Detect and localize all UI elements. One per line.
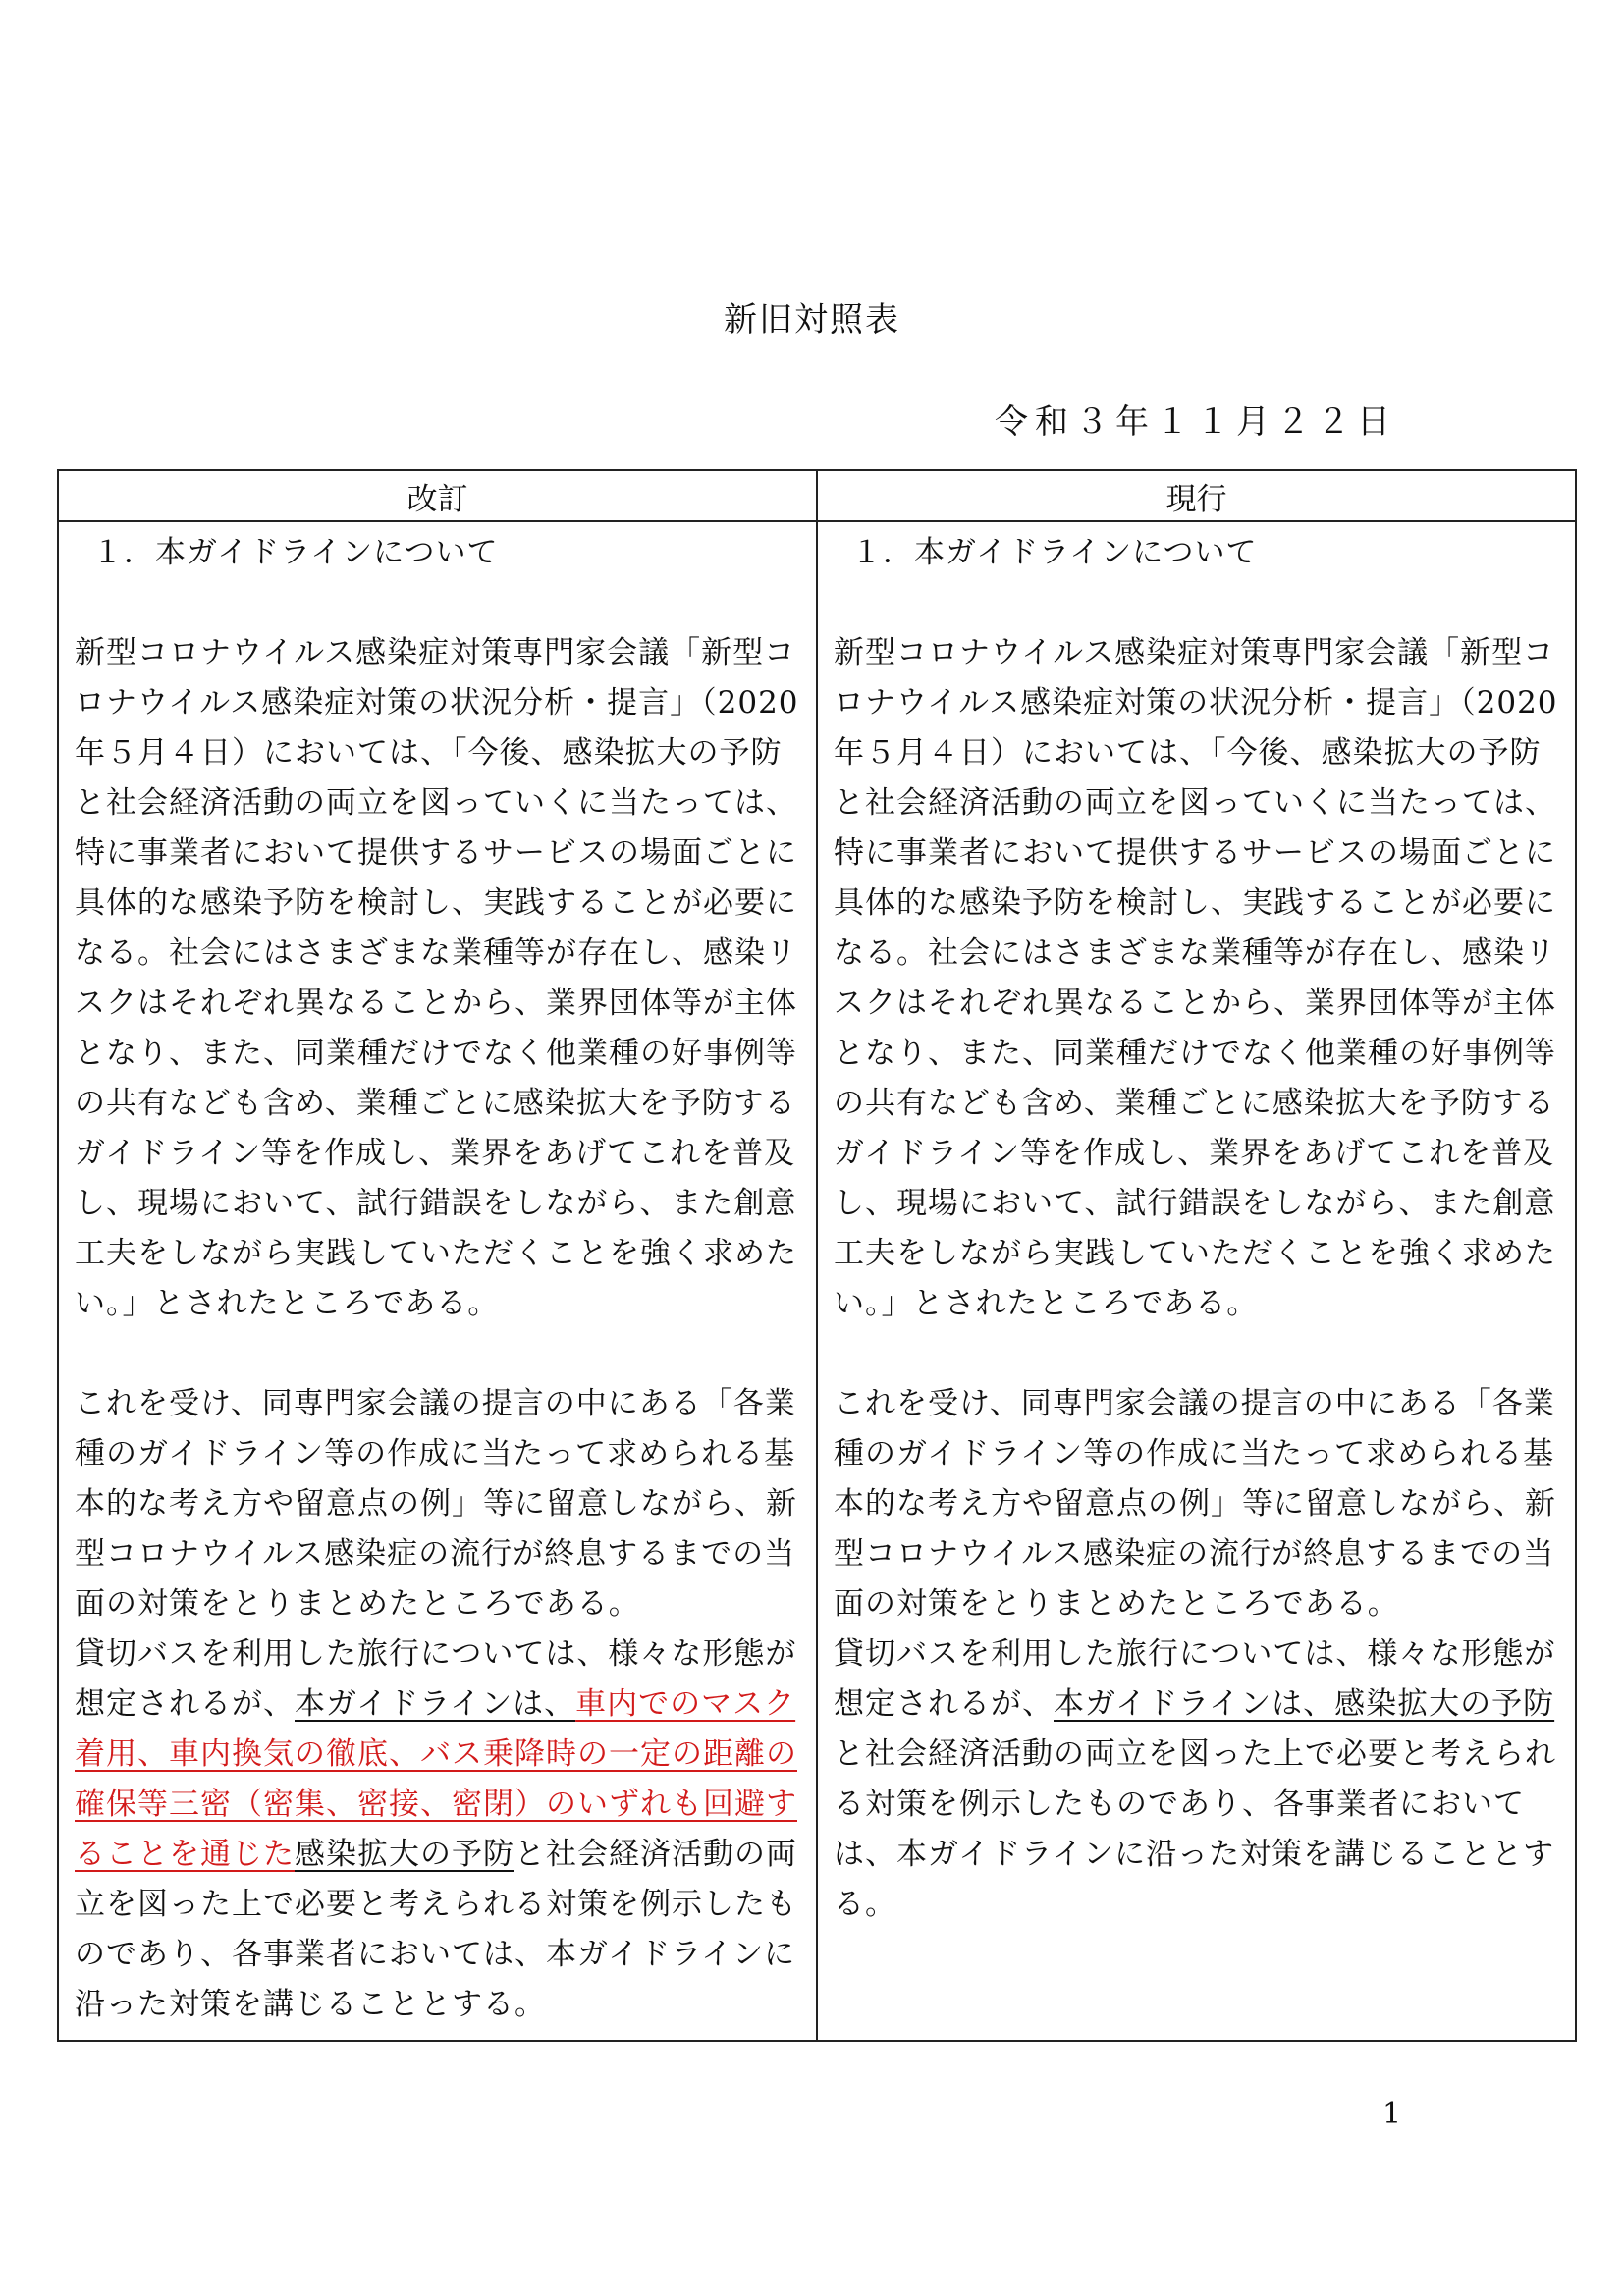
current-paragraph-3 xyxy=(834,1629,1565,1930)
document-date: 令和３年１１月２２日 xyxy=(995,402,1397,442)
revised-underlined-prevention: 感染拡大の予防 xyxy=(295,1837,514,1872)
current-cell xyxy=(817,521,1576,2041)
current-underlined-text: 本ガイドラインは、感染拡大の予防 xyxy=(1054,1686,1555,1722)
revised-para3-tail: と社会経済活動の両立を図った上で必要と考えられる対策を例示したものであり、各事業者においては、本ガイドラインに沿った対策を講じることとする。 xyxy=(75,1837,797,2022)
revised-underlined-guideline: 本ガイドラインは、 xyxy=(295,1686,576,1722)
table-row xyxy=(58,521,1576,2041)
current-para3-tail: と社会経済活動の両立を図った上で必要と考えられる対策を例示したものであり、各事業者においては、本ガイドラインに沿った対策を講じることとする。 xyxy=(834,1736,1556,1922)
current-para3-lead: 貸切バスを利用した旅行については、様々な形態が想定されるが、 xyxy=(834,1636,1556,1722)
column-header-revised: 改訂 xyxy=(58,470,817,521)
current-section-heading: １．本ガイドラインについて xyxy=(851,535,1258,570)
page-number: 1 xyxy=(1382,2097,1402,2131)
revised-cell xyxy=(58,521,817,2041)
revised-section-heading: １．本ガイドラインについて xyxy=(92,535,499,570)
revised-red-amendment: 車内でのマスク着用、車内換気の徹底、バス乗降時の一定の距離の確保等三密（密集、密接、密閉）のいずれも回避することを通じた xyxy=(75,1686,797,1872)
current-paragraph-1: 新型コロナウイルス感染症対策専門家会議「新型コロナウイルス感染症対策の状況分析・提言」（2020 年５月４日）においては、「今後、感染拡大の予防と社会経済活動の両立を図っていくに当たっては、特に事業者において提供するサービスの場面ごとに具体的な感染予防を検討し、実践することが必要になる。社会にはさまざまな業種等が存在し、感染リスクはそれぞれ異なることから、業界団体等が主体となり、また、同業種だけでなく他業種の好事例等の共有なども含め、業種ごとに感染拡大を予防するガイドライン等を作成し、業界をあげてこれを普及し、現場において、試行錯誤をしながら、また創意工夫をしながら実践していただくことを強く求めたい。」とされたところである。 xyxy=(834,635,1558,1321)
page-title: 新旧対照表 xyxy=(724,300,900,340)
column-header-current: 現行 xyxy=(817,470,1576,521)
revised-paragraph-2: これを受け、同専門家会議の提言の中にある「各業種のガイドライン等の作成に当たって求められる基本的な考え方や留意点の例」等に留意しながら、新型コロナウイルス感染症の流行が終息するまでの当面の対策をとりまとめたところである。 xyxy=(75,1386,797,1622)
comparison-table xyxy=(57,469,1577,2042)
revised-para3-lead: 貸切バスを利用した旅行については、様々な形態が想定されるが、 xyxy=(75,1636,797,1722)
current-paragraph-2: これを受け、同専門家会議の提言の中にある「各業種のガイドライン等の作成に当たって求められる基本的な考え方や留意点の例」等に留意しながら、新型コロナウイルス感染症の流行が終息するまでの当面の対策をとりまとめたところである。 xyxy=(834,1386,1556,1622)
revised-paragraph-3 xyxy=(75,1629,806,2030)
revised-paragraph-1: 新型コロナウイルス感染症対策専門家会議「新型コロナウイルス感染症対策の状況分析・提言」（2020 年５月４日）においては、「今後、感染拡大の予防と社会経済活動の両立を図っていくに当たっては、特に事業者において提供するサービスの場面ごとに具体的な感染予防を検討し、実践することが必要になる。社会にはさまざまな業種等が存在し、感染リスクはそれぞれ異なることから、業界団体等が主体となり、また、同業種だけでなく他業種の好事例等の共有なども含め、業種ごとに感染拡大を予防するガイドライン等を作成し、業界をあげてこれを普及し、現場において、試行錯誤をしながら、また創意工夫をしながら実践していただくことを強く求めたい。」とされたところである。 xyxy=(75,635,799,1321)
table-header-row xyxy=(58,470,1576,521)
